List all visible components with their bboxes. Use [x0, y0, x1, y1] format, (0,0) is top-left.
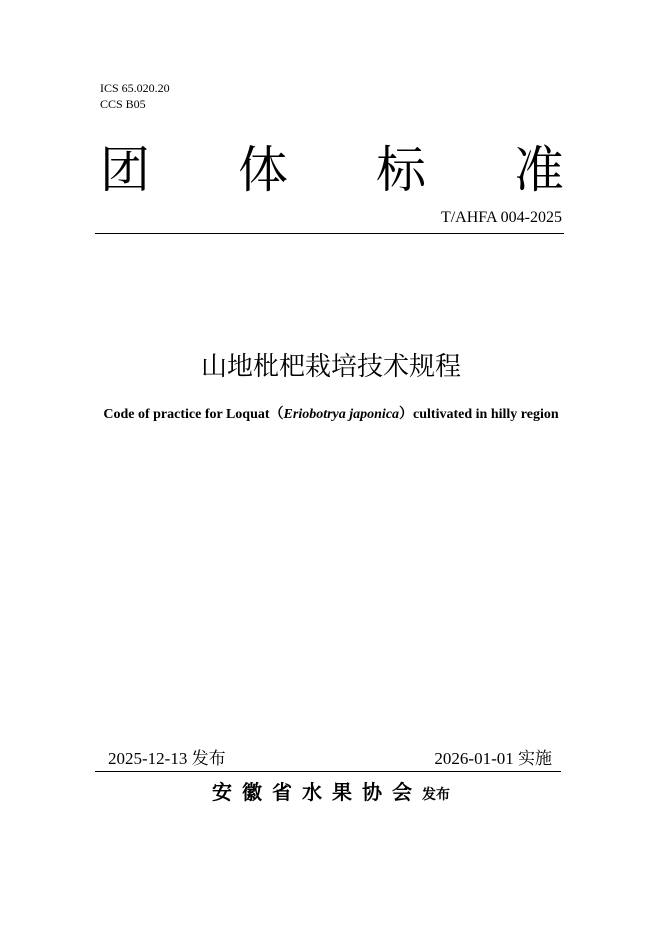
- standard-type-char-3: 标: [376, 141, 426, 199]
- standard-type-char-2: 体: [238, 141, 288, 199]
- issuer-organization: 安徽省水果协会: [212, 780, 422, 804]
- chinese-title: 山地枇杷栽培技术规程: [200, 352, 461, 382]
- effective-date: 2026-01-01 实施: [434, 749, 552, 768]
- scientific-name: Eriobotrya japonica: [283, 407, 400, 422]
- classification-codes: [100, 80, 170, 112]
- issuer-line: [0, 778, 662, 809]
- top-divider: [95, 233, 564, 234]
- standard-type-char-4: 准: [514, 141, 564, 199]
- issuer-verb: 发布: [422, 787, 450, 803]
- standard-type-heading: [100, 140, 564, 200]
- bottom-divider: [95, 771, 561, 772]
- standard-type-char-1: 团: [100, 141, 150, 199]
- standard-number: T/AHFA 004-2025: [440, 209, 562, 226]
- english-title: [95, 398, 567, 432]
- publish-date: 2025-12-13 发布: [108, 749, 226, 768]
- english-title-part-2: ）cultivated in hilly region: [399, 407, 559, 422]
- ccs-code: CCS B05: [100, 97, 146, 111]
- english-title-part-1: Code of practice for Loquat（: [103, 407, 284, 422]
- ics-code: ICS 65.020.20: [100, 81, 170, 95]
